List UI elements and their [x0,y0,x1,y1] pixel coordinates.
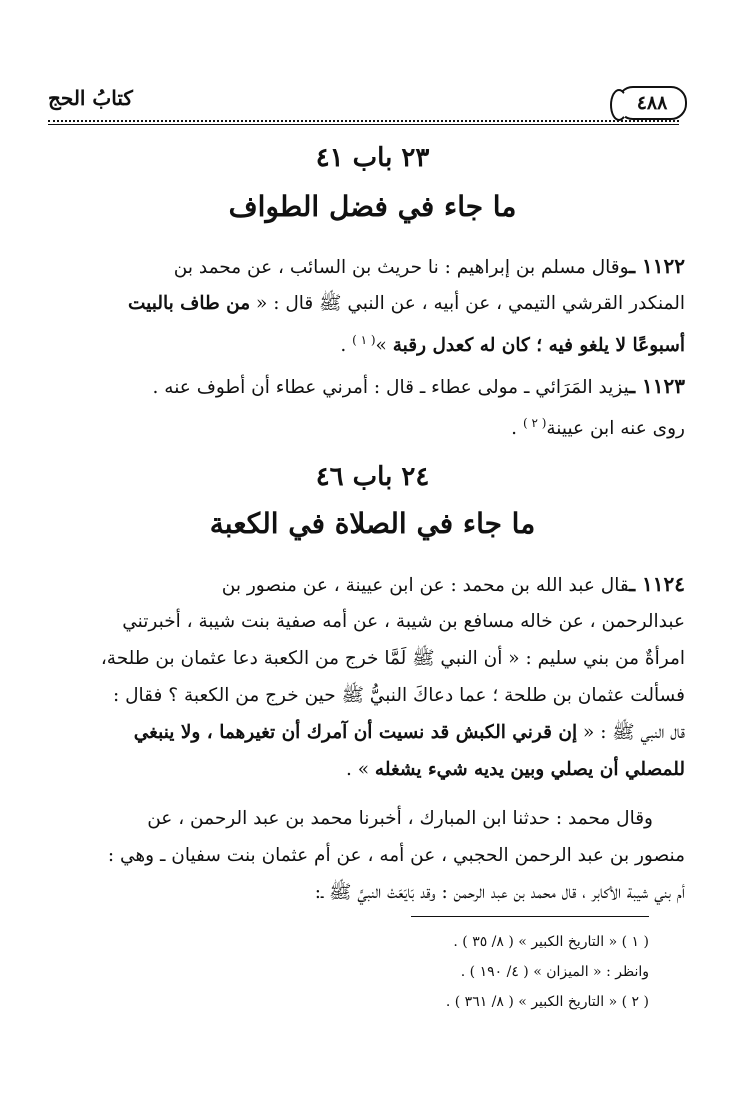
hadith-number: ١١٢٤ ـ [629,572,685,596]
hadith-matn: أسبوعًا لا يلغو فيه ؛ كان له كعدل رقبة [392,335,685,357]
text-line [55,322,685,359]
text-line: وقال محمد : حدثنا ابن المبارك ، أخبرنا محمد بن عبد الرحمن ، عن [147,808,653,829]
hadith-text: يزيد المَرَائي ـ مولى عطاء ـ قال : أمرني عطاء أن أطوف عنه . [152,377,630,398]
chapter-number: ٢٤ باب ٤٦ [315,462,430,492]
chapter-number: ٢٣ باب ٤١ [315,143,430,173]
book-title: كتابُ الحج [48,86,133,110]
footnote-2: ( ٢ ) « التاريخ الكبير » ( ٨/ ٣٦١ ) . [445,994,649,1010]
footnote-divider [411,916,649,917]
page-number-badge [617,86,687,120]
hadith-text: . [511,418,523,440]
text-line: منصور بن عبد الرحمن الحجبي ، عن أمه ، عن أم عثمان بنت سفيان ـ وهي : [107,845,685,866]
hadith-text: روى عنه ابن عيينة [546,418,685,440]
hadith-text: قال النبي ﷺ : « [577,722,685,743]
text-line: امرأةٌ من بني سليم : « أن النبي ﷺ لَمَّا خرج من الكعبة دعا عثمان بن طلحة، [100,648,685,669]
hadith-matn: للمصلي أن يصلي وبين يديه شيء يشغله [374,759,685,780]
hadith-number: ١١٢٣ ـ [629,374,685,398]
footnote-ref[interactable]: ( ١ ) [352,333,376,347]
continuation-paragraph [55,800,685,911]
hadith-1124 [55,566,685,788]
text-line [55,368,685,405]
hadith-text: » [375,335,393,357]
footnote-1b: وانظر : « الميزان » ( ٤/ ١٩٠ ) . [460,964,649,980]
text-line [55,714,685,751]
hadith-text: . [340,335,353,357]
text-line [55,566,685,603]
chapter-title: ما جاء في فضل الطواف [228,190,517,223]
hadith-text: المنكدر القرشي التيمي ، عن أبيه ، عن النبي ﷺ قال : « [250,293,685,314]
text-line [55,405,685,442]
header-divider [48,120,679,122]
hadith-text: وقال مسلم بن إبراهيم : نا حريث بن السائب ، عن محمد بن [173,257,630,278]
text-line [55,248,685,285]
hadith-matn: من طاف بالبيت [127,293,251,314]
hadith-matn: إن قرني الكبش قد نسيت أن آمرك أن تغيرهما ، ولا ينبغي [133,722,578,743]
page-number: ٤٨٨ [636,92,668,114]
text-line: فسألت عثمان بن طلحة ؛ عما دعاكَ النبيُّ ﷺ حين خرج من الكعبة ؟ فقال : [112,685,685,706]
text-line: أم بني شيبة الأكابر ، قال محمد بن عبد الرحمن : وقد بَايَعَتْ النبيَّ ﷺ ـ: [314,882,685,903]
running-header [48,82,687,122]
hadith-text: » . [345,759,375,780]
hadith-1123 [55,368,685,442]
hadith-1122 [55,248,685,359]
text-line [55,751,685,788]
footnote-ref[interactable]: ( ٢ ) [522,416,547,430]
text-line: عبدالرحمن ، عن خاله مسافع بن شيبة ، عن أمه صفية بنت شيبة ، أخبرتني [122,611,685,632]
text-line [55,285,685,322]
chapter-title: ما جاء في الصلاة في الكعبة [209,507,536,540]
hadith-number: ١١٢٢ ـ [629,254,685,278]
header-divider-line [48,124,679,125]
footnote-1: ( ١ ) « التاريخ الكبير » ( ٨/ ٣٥ ) . [453,934,649,950]
hadith-text: قال عبد الله بن محمد : عن ابن عيينة ، عن منصور بن [221,575,630,596]
